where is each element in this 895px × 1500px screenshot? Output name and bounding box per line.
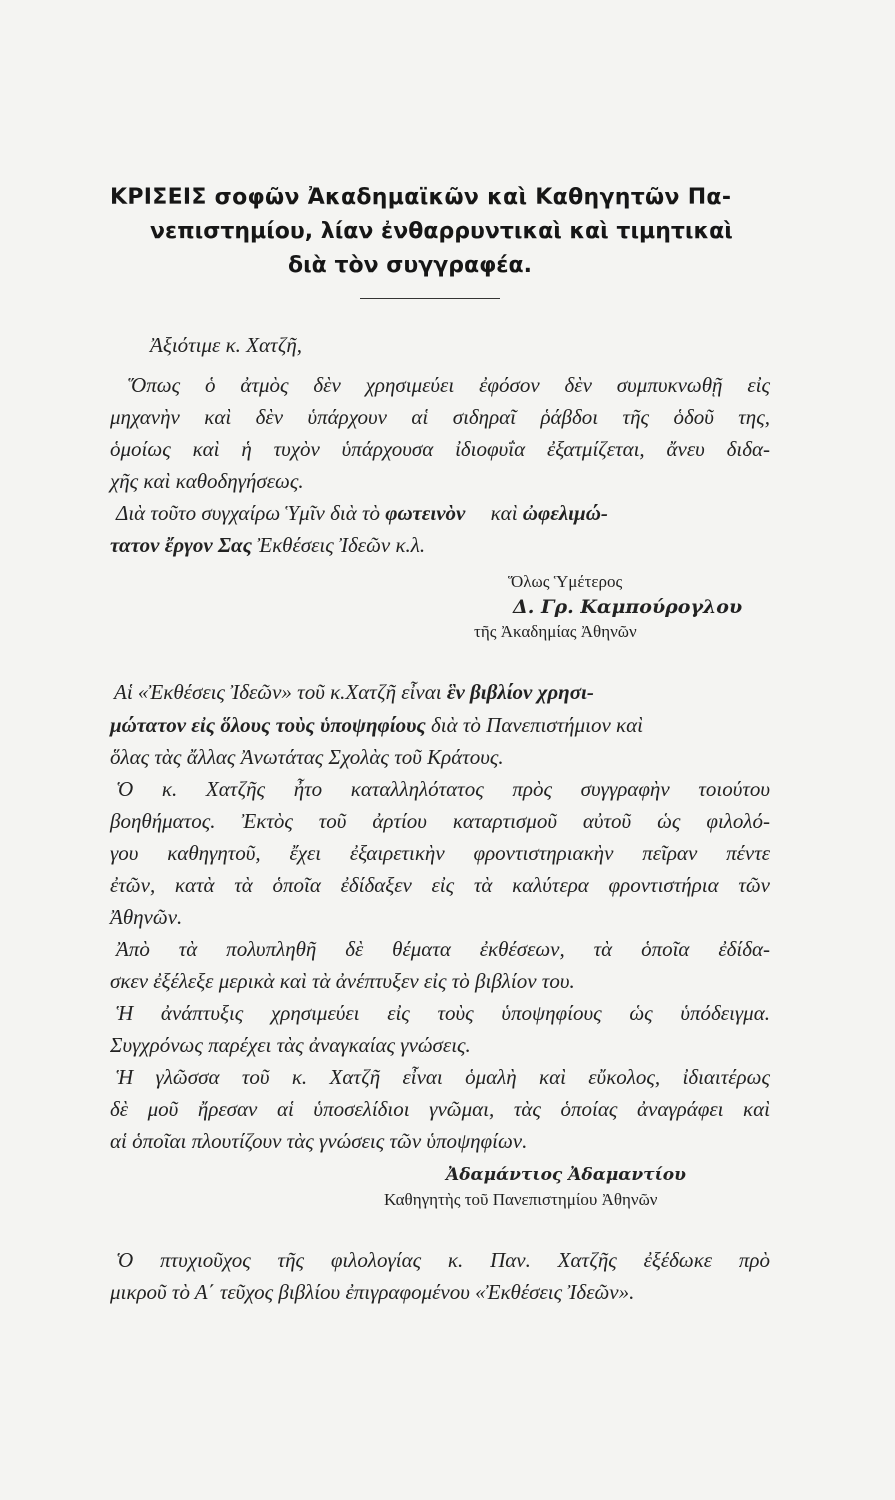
p2-bold: τατον ἔργον Σας [110, 533, 252, 557]
p2-text: Διὰ τοῦτο συγχαίρω Ὑμῖν διὰ τὸ [116, 501, 380, 525]
letter2-paragraph-4-line: Ἡ ἀνάπτυξις χρησιμεύει εἰς τοὺς ὑποψηφίους ὡς ὑπόδειγμα. [116, 1001, 770, 1025]
p2-bold: ὠφελιμώ- [522, 501, 608, 525]
p2-text: Ἐκθέσεις Ἰδεῶν κ.λ. [257, 533, 426, 557]
p2-bold: φωτεινὸν [385, 501, 466, 525]
letter2-paragraph-5-line: Ἡ γλῶσσα τοῦ κ. Χατζῆ εἶναι ὁμαλὴ καὶ εὔκολος, ἰδιαιτέρως [116, 1065, 770, 1089]
salutation: Ἀξιότιμε κ. Χατζῆ, [150, 333, 303, 357]
footer-note-line: Ὁ πτυχιοῦχος τῆς φιλολογίας κ. Παν. Χατζῆς ἐξέδωκε πρὸ [116, 1248, 770, 1272]
letter2-paragraph-2-line: Ὁ κ. Χατζῆς ἦτο καταλληλότατος πρὸς συγγραφὴν τοιούτου [116, 777, 770, 801]
letter1-paragraph-2-line-2 [110, 533, 770, 558]
p2-text: καὶ [490, 501, 518, 525]
letter2-paragraph-3-line: σκεν ἐξέλεξε μερικὰ καὶ τὰ ἀνέπτυξεν εἰς τὸ βιβλίον του. [110, 969, 575, 993]
heading-divider [360, 298, 500, 299]
letter2-paragraph-3-line: Ἀπὸ τὰ πολυπληθῆ δὲ θέματα ἐκθέσεων, τὰ ὁποῖα ἐδίδα- [116, 937, 770, 961]
p-text: Αἱ «Ἐκθέσεις Ἰδεῶν» τοῦ κ.Χατζῆ εἶναι [114, 680, 442, 704]
page-heading [110, 181, 790, 283]
letter1-paragraph-2-line-1 [116, 501, 770, 526]
p-bold: μώτατον εἰς ὅλους τοὺς ὑποψηφίους [110, 713, 426, 737]
letter2-paragraph-1-line-1 [114, 680, 770, 705]
letter1-paragraph-1-line: Ὅπως ὁ ἀτμὸς δὲν χρησιμεύει ἐφόσον δὲν συμπυκνωθῇ εἰς [128, 373, 770, 397]
heading-line-2: νεπιστημίου, λίαν ἐνθαρρυντικαὶ καὶ τιμητικαὶ [150, 219, 733, 244]
letter2-paragraph-2-line: Ἀθηνῶν. [110, 905, 183, 929]
letter1-paragraph-1-line: ὁμοίως καὶ ἡ τυχὸν ὑπάρχουσα ἰδιοφυΐα ἐξατμίζεται, ἄνευ διδα- [110, 437, 770, 461]
letter2-paragraph-5-line: δὲ μοῦ ἤρεσαν αἱ ὑποσελίδιοι γνῶμαι, τὰς ὁποίας ἀναγράφει καὶ [110, 1097, 770, 1121]
letter2-paragraph-2-line: ἐτῶν, κατὰ τὰ ὁποῖα ἐδίδαξεν εἰς τὰ καλύτερα φροντιστήρια τῶν [110, 873, 770, 897]
letter2-paragraph-5-line: αἱ ὁποῖαι πλουτίζουν τὰς γνώσεις τῶν ὑποψηφίων. [110, 1129, 528, 1153]
letter2-paragraph-4-line: Συγχρόνως παρέχει τὰς ἀναγκαίας γνώσεις. [110, 1033, 471, 1057]
footer-note-line: μικροῦ τὸ Α΄ τεῦχος βιβλίου ἐπιγραφομένου «Ἐκθέσεις Ἰδεῶν». [110, 1280, 635, 1304]
p-text: διὰ τὸ Πανεπιστήμιον καὶ [431, 713, 643, 737]
letter1-author: Δ. Γρ. Καμπούρογλου [513, 596, 743, 618]
p-bold: ἓν βιβλίον χρησι- [446, 680, 594, 704]
heading-line-3: διὰ τὸν συγγραφέα. [287, 253, 532, 278]
letter2-author: Ἀδαμάντιος Ἀδαμαντίου [446, 1165, 686, 1185]
letter2-paragraph-2-line: βοηθήματος. Ἐκτὸς τοῦ ἀρτίου καταρτισμοῦ αὐτοῦ ὡς φιλολό- [110, 809, 770, 833]
letter1-affiliation: τῆς Ἀκαδημίας Ἀθηνῶν [474, 622, 637, 641]
letter1-closing: Ὅλως Ὑμέτερος [508, 572, 623, 591]
heading-line-1: ΚΡΙΣΕΙΣ σοφῶν Ἀκαδημαϊκῶν καὶ Καθηγητῶν Πα- [110, 185, 732, 210]
letter2-affiliation: Καθηγητὴς τοῦ Πανεπιστημίου Ἀθηνῶν [384, 1190, 658, 1209]
letter2-paragraph-1-line-3: ὅλας τὰς ἄλλας Ἀνωτάτας Σχολὰς τοῦ Κράτους. [110, 745, 504, 769]
letter2-paragraph-2-line: γου καθηγητοῦ, ἔχει ἐξαιρετικὴν φροντιστηριακὴν πεῖραν πέντε [110, 841, 770, 865]
letter1-paragraph-1-line: μηχανὴν καὶ δὲν ὑπάρχουν αἱ σιδηραῖ ῥάβδοι τῆς ὁδοῦ της, [110, 405, 770, 429]
letter1-paragraph-1-line: χῆς καὶ καθοδηγήσεως. [110, 469, 304, 493]
letter2-paragraph-1-line-2 [110, 713, 770, 738]
